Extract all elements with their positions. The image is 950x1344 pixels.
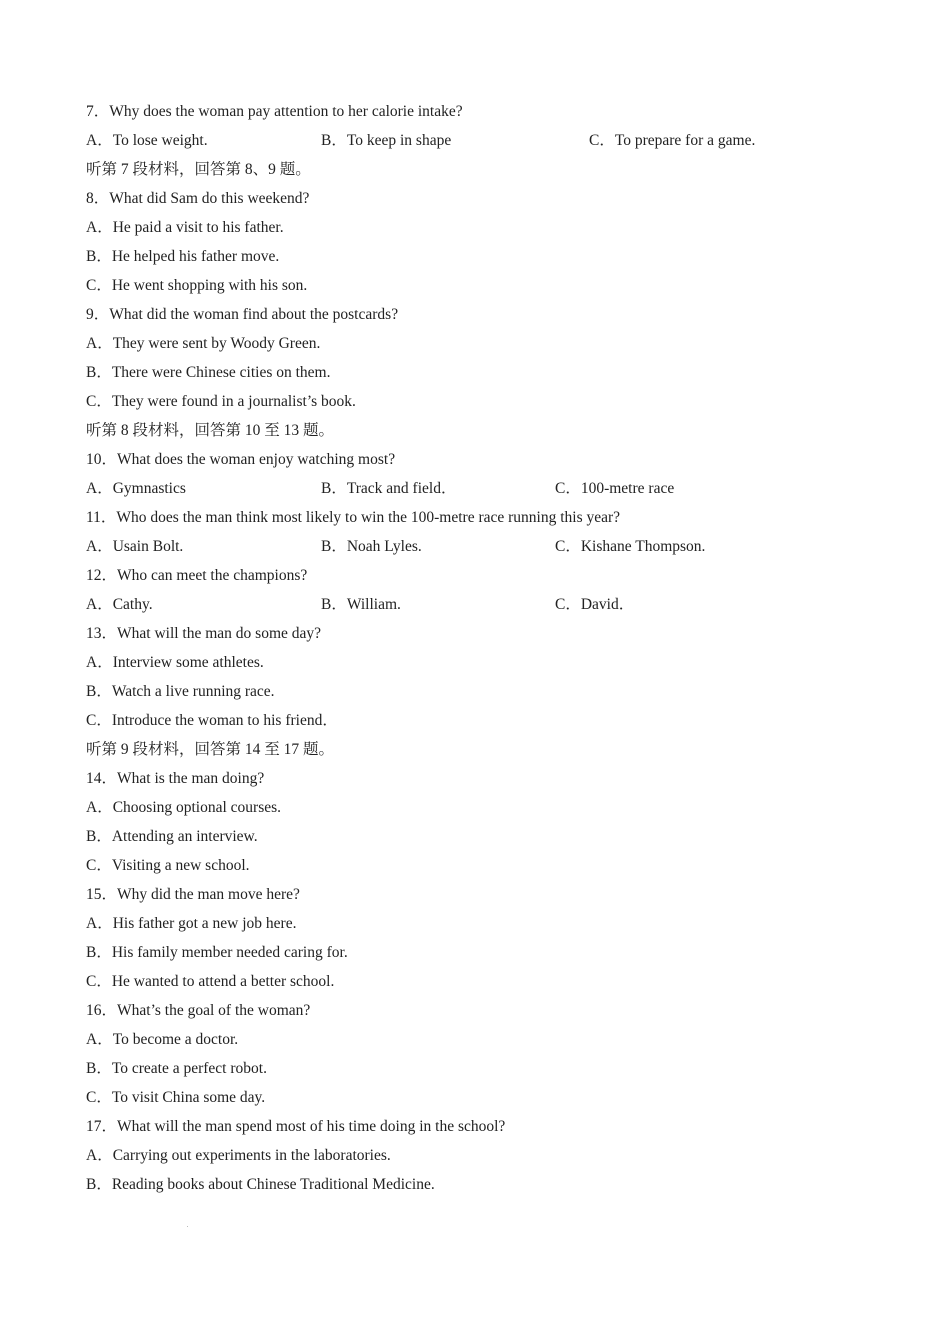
- option-a: A．To lose weight.: [86, 132, 208, 149]
- option-b: B．Attending an interview.: [86, 828, 258, 845]
- option-b: B．To create a perfect robot.: [86, 1060, 267, 1077]
- question-8: 8．What did Sam do this weekend?: [86, 190, 310, 207]
- option-a: A．Usain Bolt.: [86, 538, 184, 555]
- option-c: C．He wanted to attend a better school.: [86, 973, 335, 990]
- option-b: B．He helped his father move.: [86, 248, 280, 265]
- option-a: A．Cathy.: [86, 596, 153, 613]
- option-a: A．They were sent by Woody Green.: [86, 335, 321, 352]
- option-b: B．To keep in shape: [321, 132, 452, 149]
- question-7: 7．Why does the woman pay attention to her calorie intake?: [86, 103, 463, 120]
- option-a: A．To become a doctor.: [86, 1031, 239, 1048]
- option-c: C．David．: [555, 596, 635, 613]
- option-c: C．100-metre race: [555, 480, 675, 497]
- question-17: 17．What will the man spend most of his time doing in the school?: [86, 1118, 506, 1135]
- question-16: 16．What’s the goal of the woman?: [86, 1002, 311, 1019]
- option-c: C．Introduce the woman to his friend．: [86, 712, 338, 729]
- section-header-7: 听第 7 段材料，回答第 8、9 题。: [86, 161, 311, 178]
- section-header-8: 听第 8 段材料，回答第 10 至 13 题。: [86, 422, 335, 439]
- option-a: A．He paid a visit to his father.: [86, 219, 284, 236]
- scan-speck: [187, 1226, 188, 1227]
- question-10: 10．What does the woman enjoy watching most?: [86, 451, 396, 468]
- option-a: A．Carrying out experiments in the laboratories.: [86, 1147, 391, 1164]
- question-9: 9．What did the woman find about the postcards?: [86, 306, 399, 323]
- option-b: B．Reading books about Chinese Traditional Medicine.: [86, 1176, 435, 1193]
- option-b: B．Noah Lyles.: [321, 538, 422, 555]
- option-a: A．Choosing optional courses.: [86, 799, 282, 816]
- option-a: A．His father got a new job here.: [86, 915, 297, 932]
- section-header-9: 听第 9 段材料，回答第 14 至 17 题。: [86, 741, 335, 758]
- question-11: 11．Who does the man think most likely to win the 100-metre race running this year?: [86, 509, 621, 526]
- option-b: B．Watch a live running race.: [86, 683, 275, 700]
- question-13: 13．What will the man do some day?: [86, 625, 322, 642]
- option-c: C．He went shopping with his son.: [86, 277, 308, 294]
- option-c: C．Kishane Thompson.: [555, 538, 706, 555]
- option-c: C．Visiting a new school.: [86, 857, 250, 874]
- option-a: A．Gymnastics: [86, 480, 186, 497]
- option-b: B．Track and field．: [321, 480, 457, 497]
- option-c: C．To visit China some day.: [86, 1089, 266, 1106]
- option-b: B．William.: [321, 596, 401, 613]
- question-12: 12．Who can meet the champions?: [86, 567, 308, 584]
- option-b: B．There were Chinese cities on them.: [86, 364, 331, 381]
- option-c: C．They were found in a journalist’s book.: [86, 393, 356, 410]
- question-15: 15．Why did the man move here?: [86, 886, 300, 903]
- option-a: A．Interview some athletes.: [86, 654, 264, 671]
- question-14: 14．What is the man doing?: [86, 770, 265, 787]
- option-c: C．To prepare for a game.: [589, 132, 756, 149]
- option-b: B．His family member needed caring for.: [86, 944, 348, 961]
